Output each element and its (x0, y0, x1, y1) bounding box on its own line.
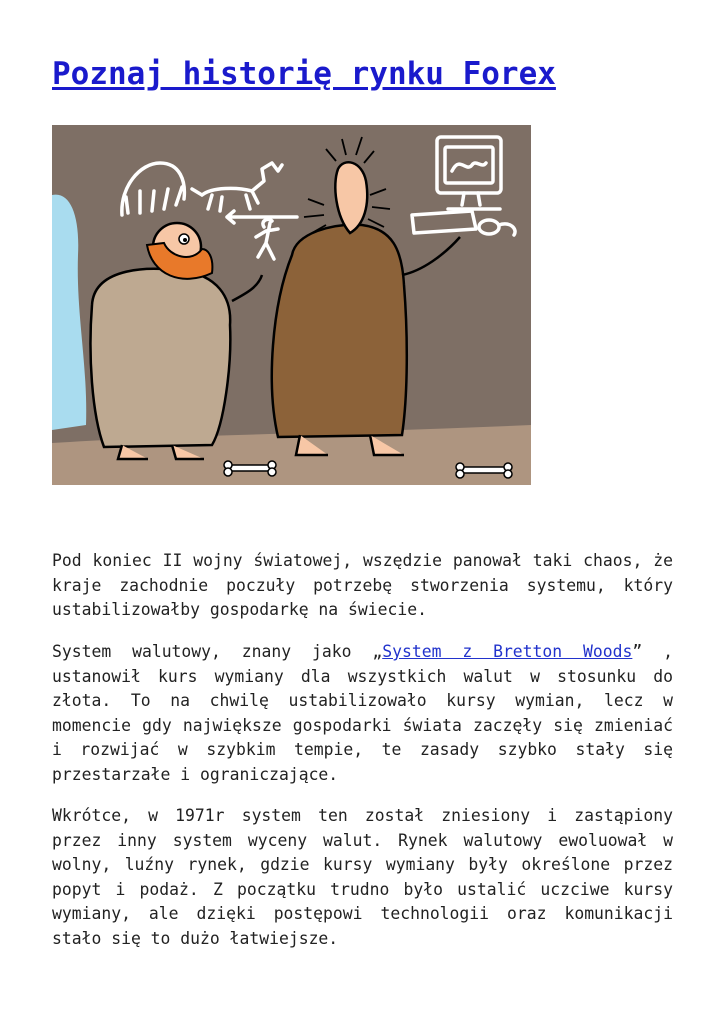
paragraph-2-rest: ” , ustanowił kurs wymiany dla wszystkich walut w stosunku do złota. To na chwilę ustabilizowało kursy wymian, lecz w momencie gdy największe gospodarki świata zaczęły się zmieniać i rozwijać w szybkim tempie, te zasady szybko stały się przestarzałe i ograniczające. (52, 642, 673, 784)
cavemen-illustration (52, 125, 531, 485)
bone-icon (462, 467, 506, 473)
paragraph-2-intro: System walutowy, znany jako „ (52, 642, 383, 661)
paragraph-2 (52, 640, 673, 787)
bretton-woods-link[interactable]: System z Bretton Woods (382, 642, 633, 661)
paragraph-3: Wkrótce, w 1971r system ten został zniesiony i zastąpiony przez inny system wyceny walut. Rynek walutowy ewoluował w wolny, luźny rynek, gdzie kursy wymiany były określone przez popyt i podaż. Z początku trudno było ustalić uczciwe kursy wymiany, ale dzięki postępowi technologii oraz komunikacji stało się to dużo łatwiejsze. (52, 806, 673, 948)
page-title[interactable]: Poznaj historię rynku Forex (52, 56, 556, 92)
bone-icon (230, 465, 270, 471)
paragraph-1: Pod koniec II wojny światowej, wszędzie panował taki chaos, że kraje zachodnie poczuły potrzebę stworzenia systemu, który ustabilizowałby gospodarkę na świecie. (52, 551, 673, 619)
